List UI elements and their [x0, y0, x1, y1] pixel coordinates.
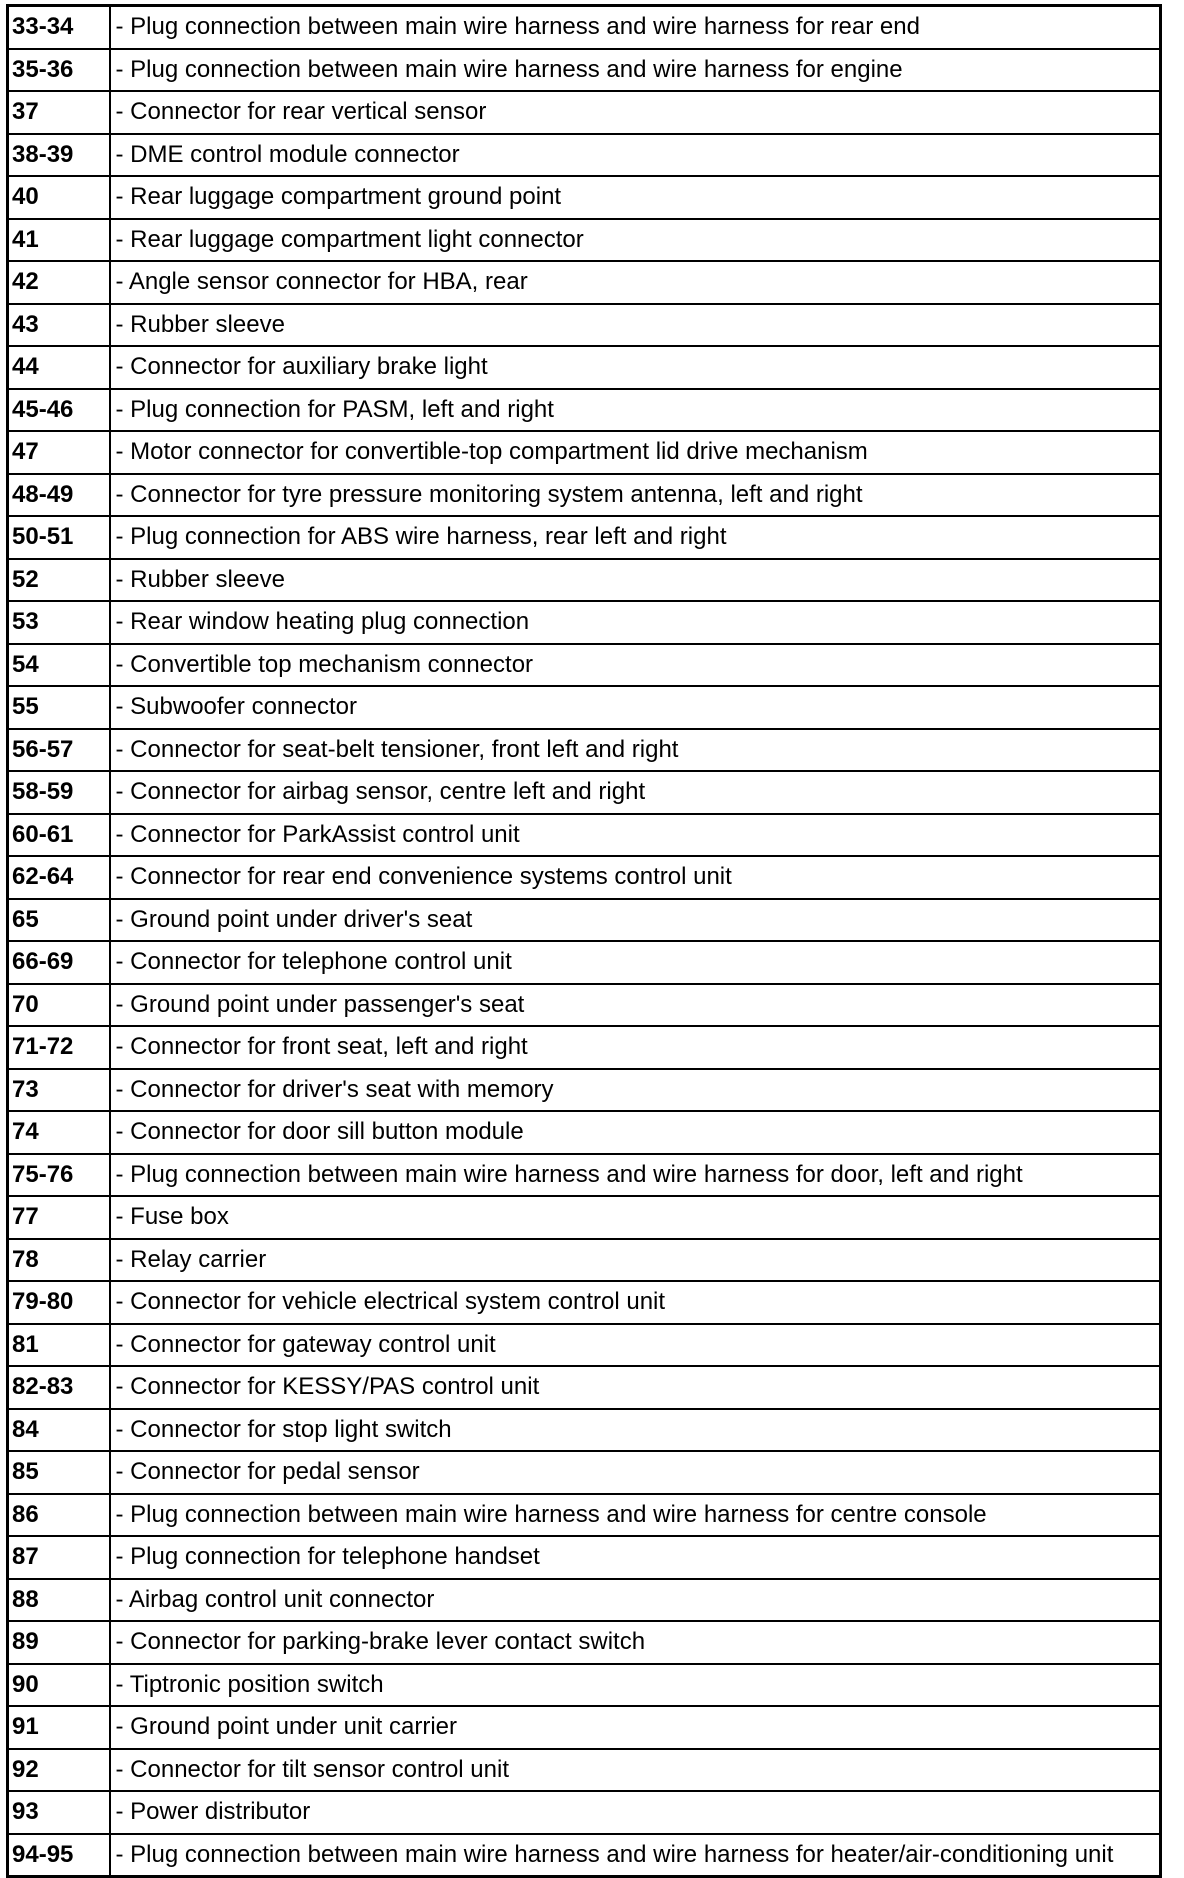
component-description: - Plug connection between main wire harness and wire harness for engine: [110, 49, 1161, 92]
legend-row: [8, 49, 1161, 92]
legend-row: [8, 1664, 1161, 1707]
legend-row: [8, 771, 1161, 814]
component-description: - Plug connection between main wire harness and wire harness for rear end: [110, 6, 1161, 49]
legend-row: [8, 1494, 1161, 1537]
component-number: 48-49: [8, 474, 110, 517]
component-description: - Connector for KESSY/PAS control unit: [110, 1366, 1161, 1409]
legend-row: [8, 1409, 1161, 1452]
component-description: - Connector for vehicle electrical system control unit: [110, 1281, 1161, 1324]
component-description: - Plug connection for PASM, left and right: [110, 389, 1161, 432]
component-number: 55: [8, 686, 110, 729]
legend-row: [8, 219, 1161, 262]
component-number: 44: [8, 346, 110, 389]
legend-row: [8, 1579, 1161, 1622]
component-number: 90: [8, 1664, 110, 1707]
legend-row: [8, 601, 1161, 644]
component-description: - Motor connector for convertible-top compartment lid drive mechanism: [110, 431, 1161, 474]
component-number: 41: [8, 219, 110, 262]
legend-row: [8, 644, 1161, 687]
component-description: - Ground point under passenger's seat: [110, 984, 1161, 1027]
component-description: - Rear window heating plug connection: [110, 601, 1161, 644]
legend-row: [8, 1536, 1161, 1579]
legend-row: [8, 686, 1161, 729]
legend-row: [8, 559, 1161, 602]
component-number: 52: [8, 559, 110, 602]
component-description: - Connector for ParkAssist control unit: [110, 814, 1161, 857]
component-description: - Ground point under unit carrier: [110, 1706, 1161, 1749]
component-number: 91: [8, 1706, 110, 1749]
component-number: 42: [8, 261, 110, 304]
component-number: 62-64: [8, 856, 110, 899]
component-number: 85: [8, 1451, 110, 1494]
legend-row: [8, 1111, 1161, 1154]
legend-row: [8, 389, 1161, 432]
component-number: 56-57: [8, 729, 110, 772]
legend-row: [8, 91, 1161, 134]
component-description: - Airbag control unit connector: [110, 1579, 1161, 1622]
component-description: - Rear luggage compartment light connector: [110, 219, 1161, 262]
component-number: 43: [8, 304, 110, 347]
component-description: - Tiptronic position switch: [110, 1664, 1161, 1707]
legend-row: [8, 1366, 1161, 1409]
component-description: - Connector for tilt sensor control unit: [110, 1749, 1161, 1792]
component-description: - Fuse box: [110, 1196, 1161, 1239]
component-description: - Rear luggage compartment ground point: [110, 176, 1161, 219]
component-description: - Connector for door sill button module: [110, 1111, 1161, 1154]
component-number: 54: [8, 644, 110, 687]
component-description: - Connector for parking-brake lever contact switch: [110, 1621, 1161, 1664]
legend-row: [8, 1706, 1161, 1749]
component-description: - Connector for stop light switch: [110, 1409, 1161, 1452]
component-number: 45-46: [8, 389, 110, 432]
component-number: 86: [8, 1494, 110, 1537]
component-description: - Plug connection between main wire harness and wire harness for heater/air-conditioning unit: [110, 1834, 1161, 1877]
legend-row: [8, 346, 1161, 389]
component-number: 37: [8, 91, 110, 134]
legend-row: [8, 1026, 1161, 1069]
component-number: 38-39: [8, 134, 110, 177]
component-description: - Connector for pedal sensor: [110, 1451, 1161, 1494]
legend-row: [8, 516, 1161, 559]
component-number: 65: [8, 899, 110, 942]
component-number: 84: [8, 1409, 110, 1452]
component-number: 47: [8, 431, 110, 474]
legend-row: [8, 1621, 1161, 1664]
component-number: 53: [8, 601, 110, 644]
component-description: - Connector for rear vertical sensor: [110, 91, 1161, 134]
legend-row: [8, 729, 1161, 772]
legend-body: [8, 6, 1161, 1877]
component-description: - Connector for airbag sensor, centre left and right: [110, 771, 1161, 814]
legend-row: [8, 6, 1161, 49]
component-number: 40: [8, 176, 110, 219]
component-description: - Connector for rear end convenience systems control unit: [110, 856, 1161, 899]
component-number: 79-80: [8, 1281, 110, 1324]
legend-row: [8, 261, 1161, 304]
component-number: 94-95: [8, 1834, 110, 1877]
legend-row: [8, 176, 1161, 219]
legend-row: [8, 1324, 1161, 1367]
legend-row: [8, 1069, 1161, 1112]
legend-row: [8, 1749, 1161, 1792]
component-legend-table: [6, 4, 1162, 1878]
component-description: - Rubber sleeve: [110, 304, 1161, 347]
component-number: 87: [8, 1536, 110, 1579]
component-number: 81: [8, 1324, 110, 1367]
legend-row: [8, 941, 1161, 984]
component-number: 74: [8, 1111, 110, 1154]
component-description: - Relay carrier: [110, 1239, 1161, 1282]
component-number: 70: [8, 984, 110, 1027]
component-description: - Ground point under driver's seat: [110, 899, 1161, 942]
legend-row: [8, 1834, 1161, 1877]
component-description: - Rubber sleeve: [110, 559, 1161, 602]
legend-row: [8, 304, 1161, 347]
component-number: 93: [8, 1791, 110, 1834]
component-description: - Convertible top mechanism connector: [110, 644, 1161, 687]
component-description: - Connector for front seat, left and right: [110, 1026, 1161, 1069]
component-number: 66-69: [8, 941, 110, 984]
component-number: 82-83: [8, 1366, 110, 1409]
legend-row: [8, 1791, 1161, 1834]
legend-row: [8, 1154, 1161, 1197]
component-number: 58-59: [8, 771, 110, 814]
legend-row: [8, 1281, 1161, 1324]
component-number: 92: [8, 1749, 110, 1792]
component-description: - Connector for gateway control unit: [110, 1324, 1161, 1367]
component-number: 88: [8, 1579, 110, 1622]
component-description: - Connector for driver's seat with memory: [110, 1069, 1161, 1112]
legend-row: [8, 134, 1161, 177]
component-number: 73: [8, 1069, 110, 1112]
legend-row: [8, 1196, 1161, 1239]
legend-row: [8, 899, 1161, 942]
component-description: - Plug connection for telephone handset: [110, 1536, 1161, 1579]
legend-row: [8, 474, 1161, 517]
component-number: 71-72: [8, 1026, 110, 1069]
component-description: - Plug connection between main wire harness and wire harness for door, left and right: [110, 1154, 1161, 1197]
component-number: 50-51: [8, 516, 110, 559]
component-description: - Angle sensor connector for HBA, rear: [110, 261, 1161, 304]
component-number: 89: [8, 1621, 110, 1664]
legend-row: [8, 1451, 1161, 1494]
legend-row: [8, 984, 1161, 1027]
component-description: - Plug connection between main wire harness and wire harness for centre console: [110, 1494, 1161, 1537]
legend-row: [8, 431, 1161, 474]
component-description: - Subwoofer connector: [110, 686, 1161, 729]
component-description: - Connector for seat-belt tensioner, front left and right: [110, 729, 1161, 772]
component-description: - Power distributor: [110, 1791, 1161, 1834]
component-description: - Connector for auxiliary brake light: [110, 346, 1161, 389]
component-number: 75-76: [8, 1154, 110, 1197]
component-description: - Plug connection for ABS wire harness, rear left and right: [110, 516, 1161, 559]
legend-row: [8, 814, 1161, 857]
component-number: 35-36: [8, 49, 110, 92]
legend-row: [8, 856, 1161, 899]
component-number: 77: [8, 1196, 110, 1239]
component-number: 33-34: [8, 6, 110, 49]
component-number: 60-61: [8, 814, 110, 857]
component-description: - Connector for telephone control unit: [110, 941, 1161, 984]
component-description: - DME control module connector: [110, 134, 1161, 177]
component-description: - Connector for tyre pressure monitoring system antenna, left and right: [110, 474, 1161, 517]
legend-row: [8, 1239, 1161, 1282]
component-number: 78: [8, 1239, 110, 1282]
